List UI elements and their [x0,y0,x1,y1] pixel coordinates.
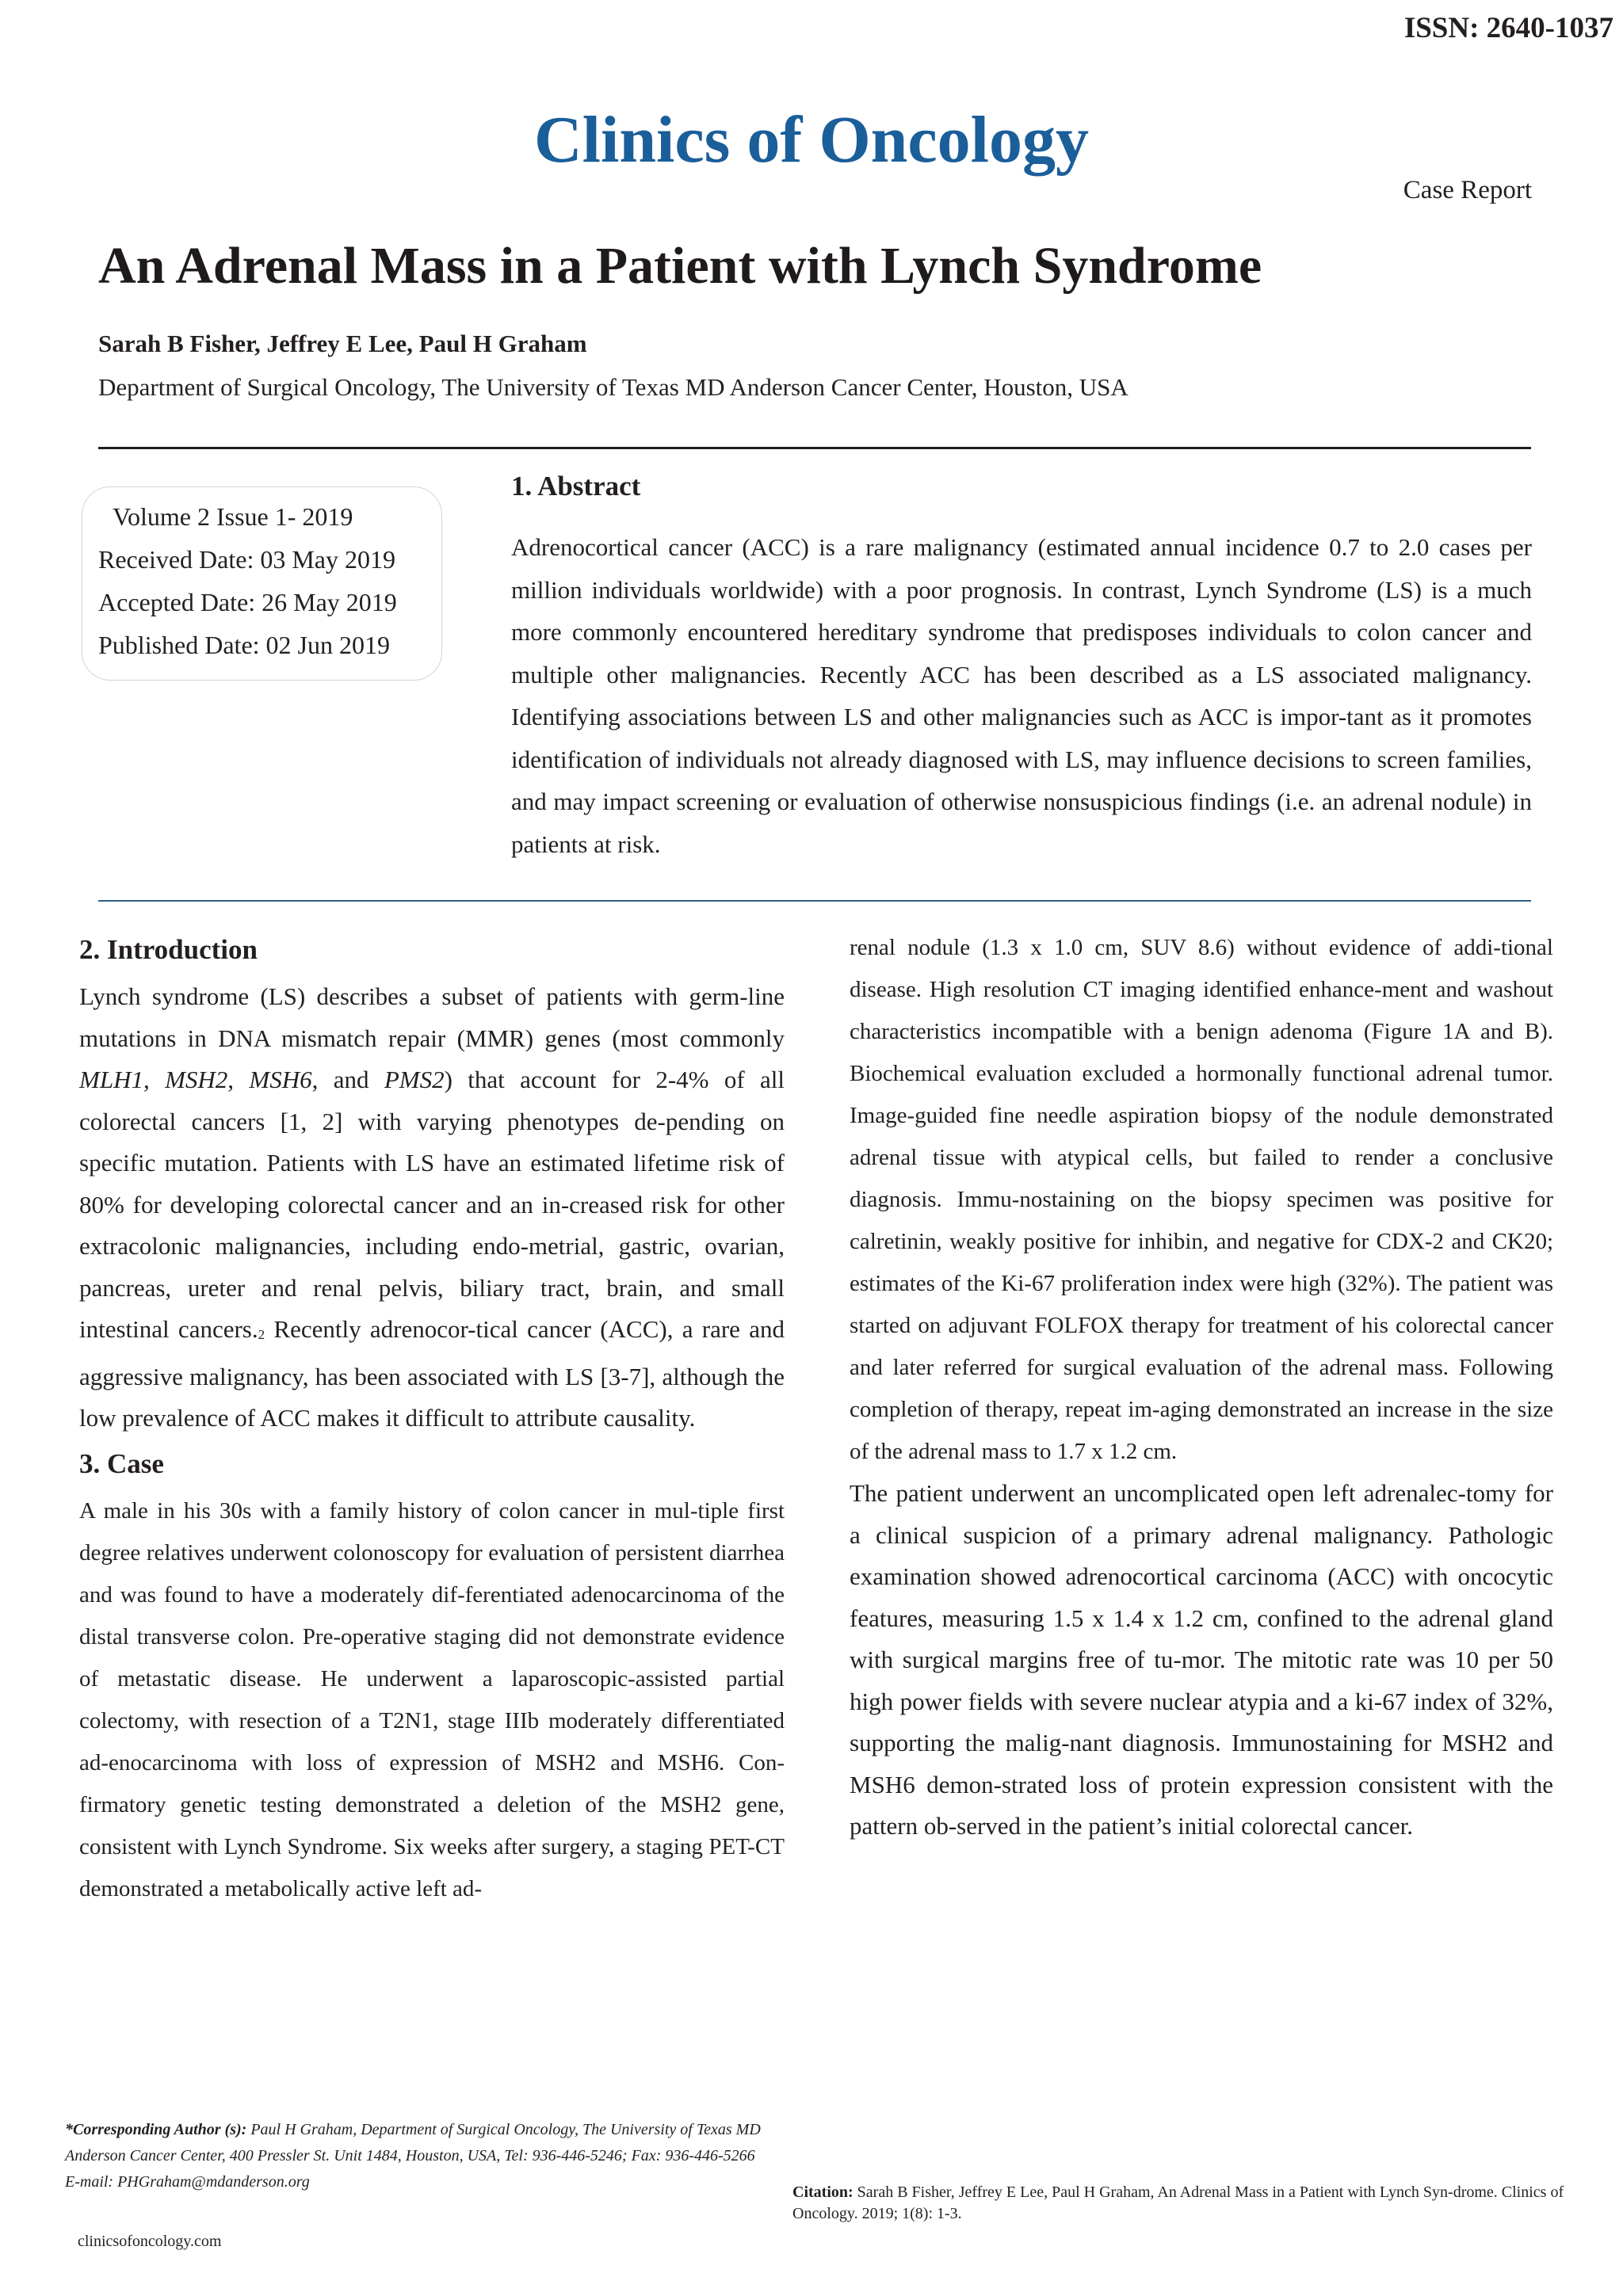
corresponding-details: Paul H Graham, Department of Surgical Oncology, The University of Texas MD Anderson Cancer Center, 400 Pressler St. Unit 1484, Houston, USA, Tel: 936-446-5246; Fax: 936-446-5266 E-mail: PHGraham@mdanderson.org [65,2121,761,2191]
case-paragraph-1-start: A male in his 30s with a family history of colon cancer in mul-tiple first degree relatives underwent colonoscopy for evaluation of persistent diarrhea and was found to have a moderately dif-ferentiated adenocarcinoma of the distal transverse colon. Pre-operative staging did not demonstrate evidence of metastatic disease. He underwent a laparoscopic-assisted partial colectomy, with resection of a T2N1, stage IIIb moderately differentiated ad-enocarcinoma with loss of expression of MSH2 and MSH6. Con-firmatory genetic testing demonstrated a deletion of the MSH2 gene, consistent with Lynch Syndrome. Six weeks after surgery, a staging PET-CT demonstrated a metabolically active left ad- [79,1497,785,1901]
citation-label: Citation: [792,2183,854,2201]
accepted-date: Accepted Date: 26 May 2019 [98,588,397,616]
published-date: Published Date: 02 Jun 2019 [98,631,390,659]
citation [792,2182,1601,2225]
citation-text: Sarah B Fisher, Jeffrey E Lee, Paul H Graham, An Adrenal Mass in a Patient with Lynch Syn-drome. Clinics of Oncology. 2019; 1(8): 1-3. [792,2183,1564,2222]
corresponding-label: *Corresponding Author (s): [65,2121,247,2138]
case-heading: 3. Case [79,1447,164,1479]
website-link[interactable]: clinicsofoncology.com [78,2233,222,2250]
article-info-box [82,486,442,681]
gene-mlh1: MLH1 [79,1066,143,1093]
abstract-heading: 1. Abstract [511,471,641,502]
journal-title: Clinics of Oncology [533,103,1089,177]
intro-text-2: ) that account for 2-4% of all colorectal cancers [1, 2] with varying phenotypes de-pending on specific mutation. Patients with LS have an estimated lifetime risk of 80% for developing colorectal cancer and an in-creased risk for other extracolonic malignancies, including endo-metrial, gastric, ovarian, pancreas, ureter and renal pelvis, biliary tract, brain, and small intestinal cancers. [79,1066,785,1343]
gene-msh6: MSH6 [249,1066,312,1093]
left-column [79,929,785,1910]
gene-pms2: PMS2 [384,1066,445,1093]
intro-text-1: Lynch syndrome (LS) describes a subset of patients with germ-line mutations in DNA mismatch repair (MMR) genes (most commonly [79,982,785,1052]
received-date: Received Date: 03 May 2019 [98,545,395,574]
introduction-heading: 2. Introduction [79,934,258,965]
intro-sep-2: , [227,1066,250,1093]
intro-text-3: Recently adrenocor-tical cancer (ACC), a rare and aggressive malignancy, has been associated with LS [3-7], although the low prevalence of ACC makes it difficult to attribute causality. [79,1315,785,1432]
gene-msh2: MSH2 [165,1066,228,1093]
introduction-paragraph [79,976,785,1440]
article-type: Case Report [1403,176,1532,204]
header-divider [98,447,1531,449]
case-paragraph-1-end: renal nodule (1.3 x 1.0 cm, SUV 8.6) without evidence of addi-tional disease. High resolution CT imaging identified enhance-ment and washout characteristics incompatible with a benign adenoma (Figure 1A and B). Biochemical evaluation excluded a hormonally functional adrenal tumor. Image-guided fine needle aspiration biopsy of the nodule demonstrated adrenal tissue with atypical cells, but failed to render a conclusive diagnosis. Immu-nostaining on the biopsy specimen was positive for calretinin, weakly positive for inhibin, and negative for CDX-2 and CK20; estimates of the Ki-67 proliferation index were high (32%). The patient was started on adjuvant FOLFOX therapy for treatment of his colorectal cancer and later referred for surgical evaluation of the adrenal mass. Following completion of therapy, repeat im-aging demonstrated an increase in the size of the adrenal mass to 1.7 x 1.2 cm. [850,935,1553,1464]
intro-sep-1: , [143,1066,166,1093]
right-column [850,927,1553,1848]
abstract-divider [98,900,1531,902]
volume-issue: Volume 2 Issue 1- 2019 [113,502,353,531]
affiliation: Department of Surgical Oncology, The University of Texas MD Anderson Cancer Center, Houston, USA [98,373,1128,401]
author-list: Sarah B Fisher, Jeffrey E Lee, Paul H Graham [98,330,587,357]
corresponding-author [65,2117,762,2195]
reference-marker: 2 [258,1327,265,1342]
article-title: An Adrenal Mass in a Patient with Lynch Syndrome [98,237,1262,295]
case-paragraph-2: The patient underwent an uncomplicated open left adrenalec-tomy for a clinical suspicion of a primary adrenal malignancy. Pathologic examination showed adrenocortical carcinoma (ACC) with oncocytic features, measuring 1.5 x 1.4 x 1.2 cm, confined to the adrenal gland with surgical margins free of tu-mor. The mitotic rate was 10 per 50 high power fields with severe nuclear atypia and a ki-67 index of 32%, supporting the malig-nant diagnosis. Immunostaining for MSH2 and MSH6 demon-strated loss of protein expression consistent with the pattern ob-served in the patient’s initial colorectal cancer. [850,1479,1553,1840]
abstract-text: Adrenocortical cancer (ACC) is a rare malignancy (estimated annual incidence 0.7 to 2.0 cases per million individuals worldwide) with a poor prognosis. In contrast, Lynch Syndrome (LS) is a much more commonly encountered hereditary syndrome that predisposes individuals to colon cancer and multiple other malignancies. Recently ACC has been described as a LS associated malignancy. Identifying associations between LS and other malignancies such as ACC is impor-tant as it promotes identification of individuals not already diagnosed with LS, may influence decisions to screen families, and may impact screening or evaluation of otherwise nonsuspicious findings (i.e. an adrenal nodule) in patients at risk. [511,533,1532,858]
issn-label: ISSN: 2640-1037 [1403,12,1613,44]
intro-sep-3: , and [311,1066,384,1093]
